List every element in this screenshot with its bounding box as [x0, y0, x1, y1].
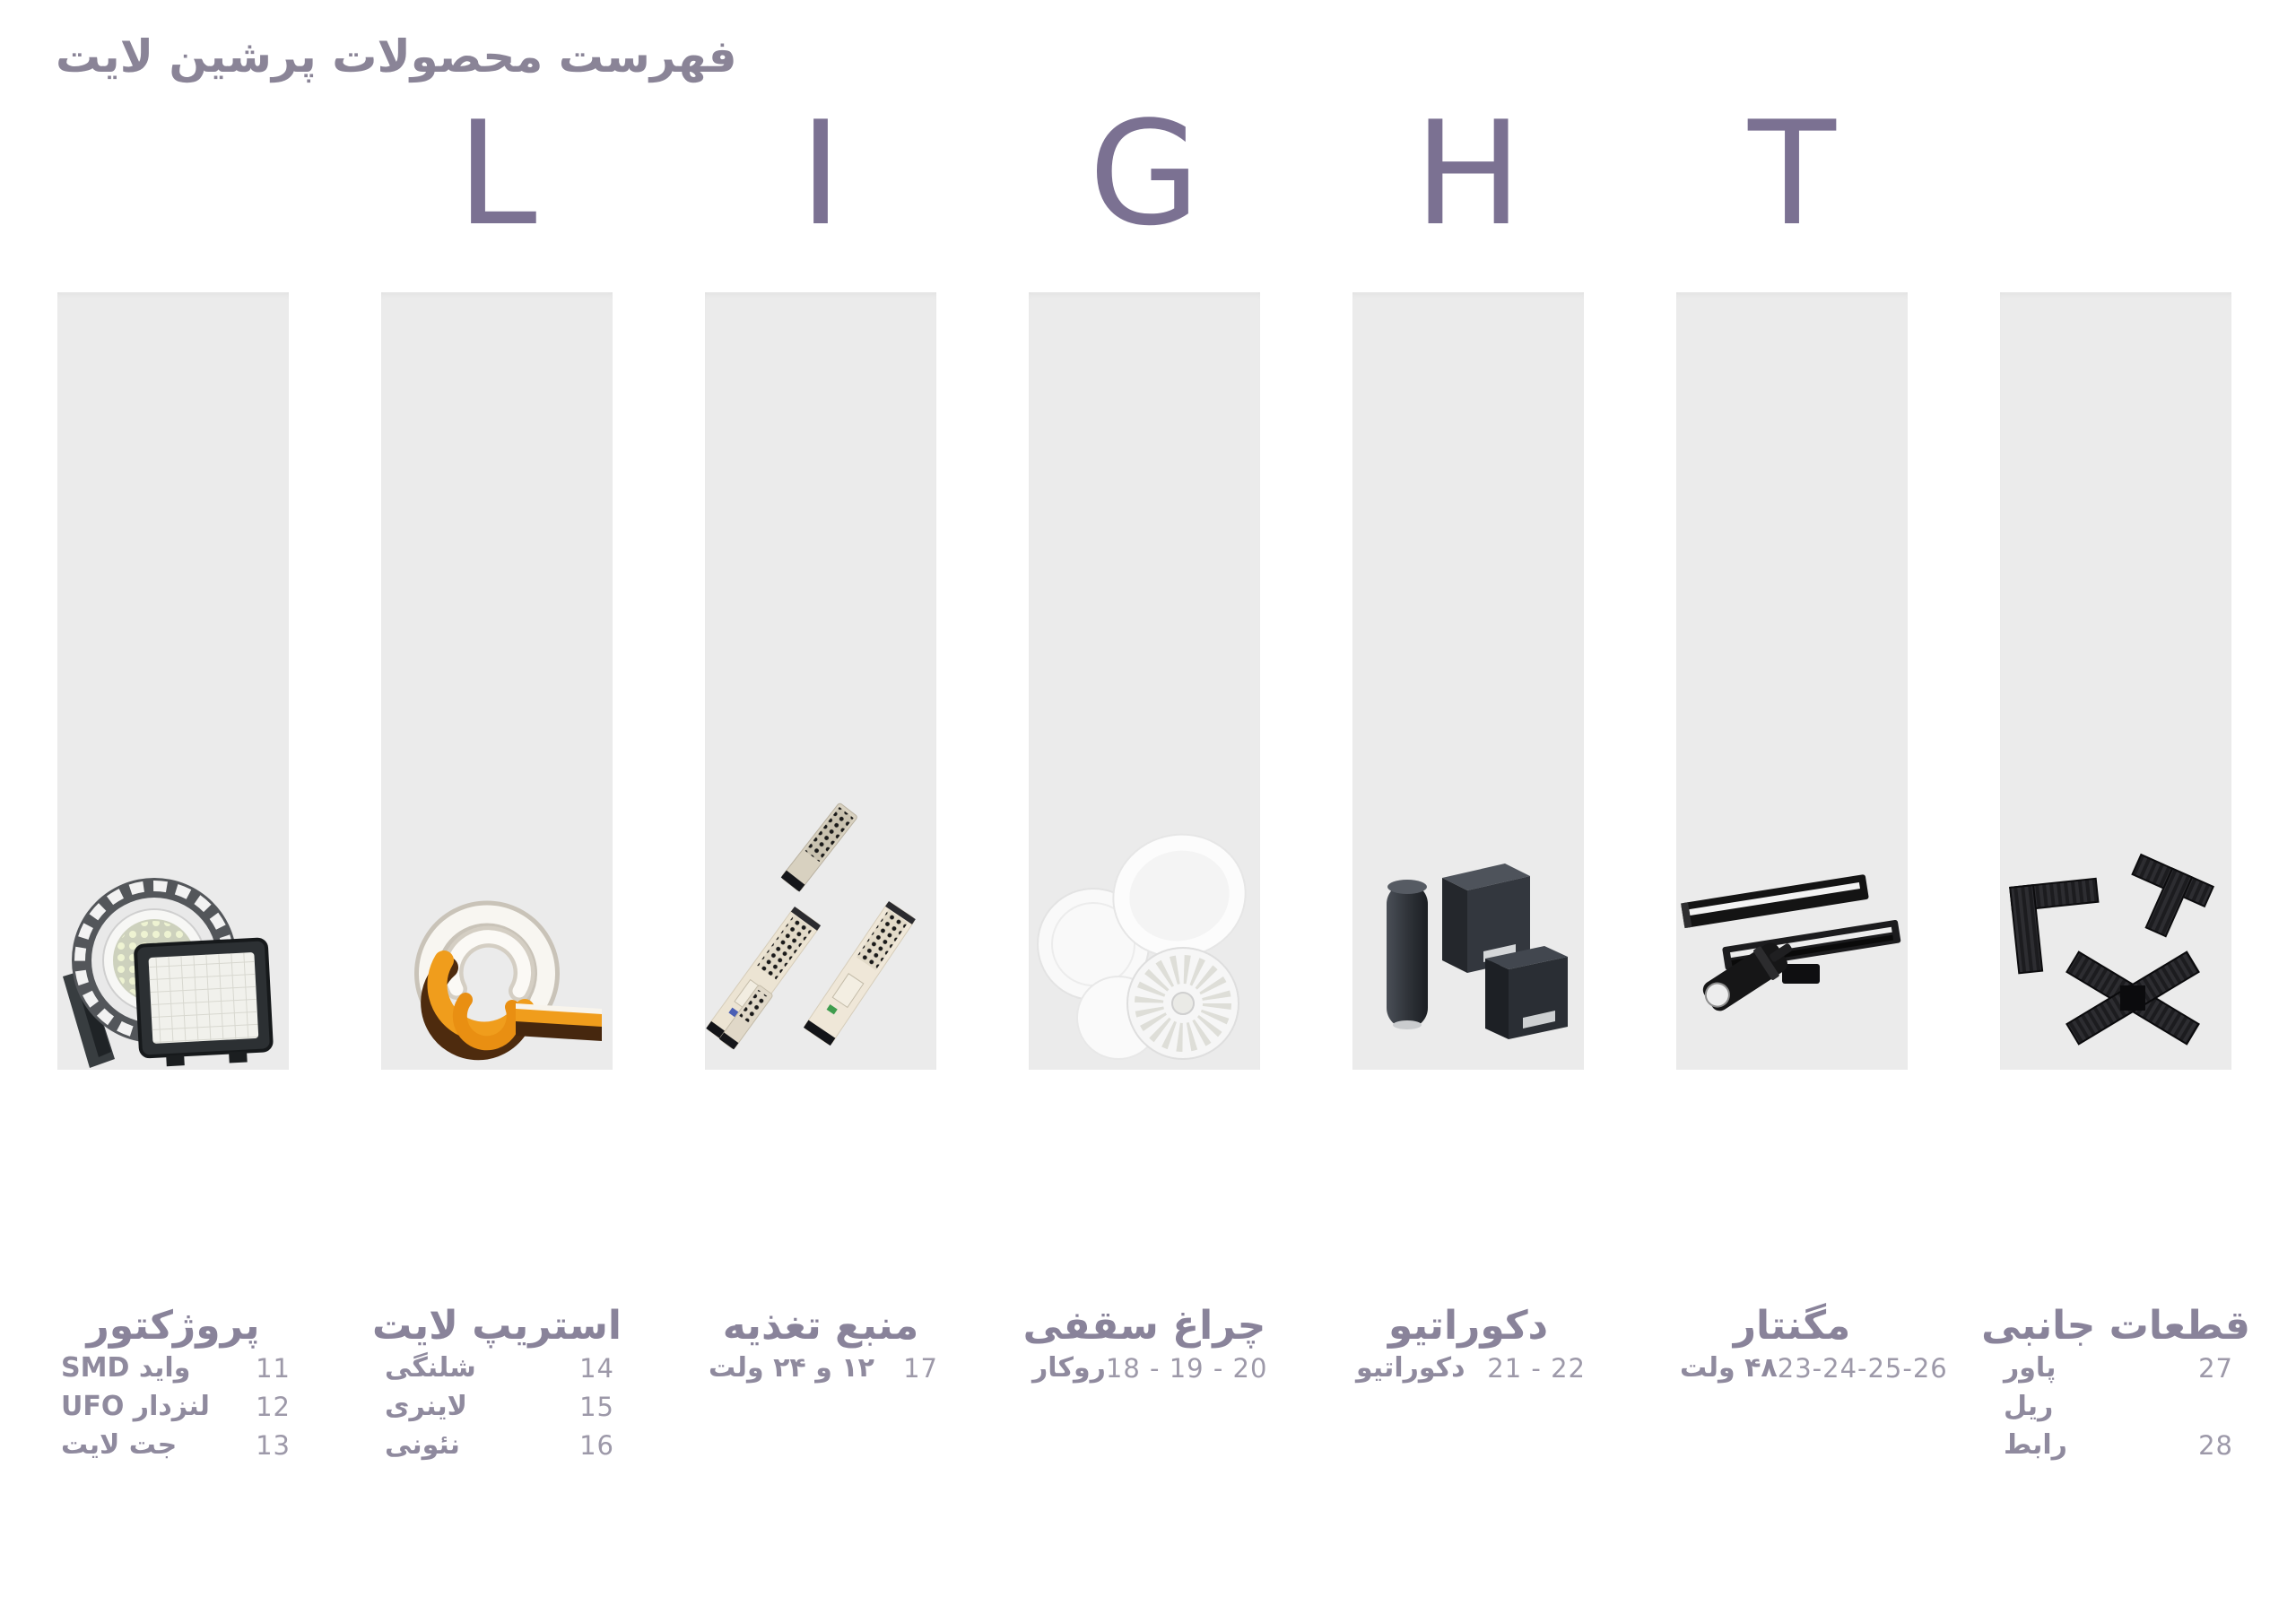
category-column-power-supply [705, 0, 936, 1623]
item-page-number: 11 [256, 1352, 291, 1384]
item-page-number: 18 - 19 - 20 [1105, 1352, 1268, 1384]
toc-row [369, 1387, 625, 1426]
toc-rows [45, 1349, 301, 1464]
category-title: استریپ لایت [372, 1302, 622, 1349]
item-page-number: 21 - 22 [1487, 1352, 1586, 1384]
toc-rows [692, 1349, 949, 1387]
category-column-ceiling-light [1022, 0, 1268, 1623]
psu-unit-right-icon [804, 901, 916, 1046]
item-page-number: 15 [579, 1391, 614, 1422]
category-column-projector [57, 0, 289, 1623]
category-column-accessories [1981, 0, 2250, 1623]
item-label: رابط [2004, 1429, 2067, 1461]
item-page-number: 13 [256, 1429, 291, 1461]
toc-row [45, 1426, 301, 1464]
item-label: دکوراتیو [1356, 1352, 1465, 1384]
toc-rows [1987, 1349, 2244, 1464]
item-label: جت لایت [61, 1429, 178, 1461]
item-label: ۱۲ و ۲۴ ولت [709, 1352, 874, 1384]
wordmark-letter-i: I [799, 90, 842, 257]
floodlight-icon [135, 939, 273, 1067]
toc-row [1664, 1349, 1948, 1387]
toc-rows [1340, 1349, 1596, 1387]
toc-row [1987, 1349, 2244, 1387]
category-title: دکوراتیو [1387, 1302, 1549, 1349]
toc-row [1340, 1349, 1596, 1387]
toc-row [369, 1349, 625, 1387]
item-page-number: 23-24-25-26 [1777, 1352, 1948, 1384]
psu-driver-small-icon [781, 803, 858, 892]
page-title: فهرست محصولات پرشین لایت [56, 30, 737, 82]
toc-row [369, 1426, 625, 1464]
ceiling-light-turbine-icon [1127, 948, 1239, 1059]
product-image-power-supply [705, 801, 936, 1070]
category-title: مگنتار [1733, 1302, 1851, 1349]
item-label: لنزدار UFO [61, 1391, 210, 1422]
toc-row [45, 1349, 301, 1387]
track-bar-upper-icon [1681, 874, 1869, 928]
item-label: نئونی [385, 1429, 460, 1461]
psu-unit-left-icon [706, 907, 821, 1047]
product-image-magnetic-track [1676, 801, 1908, 1070]
profile-corner-right-icon [2115, 855, 2213, 946]
item-page-number: 16 [579, 1429, 614, 1461]
category-title: منبع تغذیه [722, 1302, 919, 1349]
item-label: ۴۸ ولت [1680, 1352, 1778, 1384]
item-label: لاینری [385, 1391, 468, 1422]
category-title: چراغ سقفی [1022, 1302, 1266, 1349]
item-label: واید SMD [61, 1352, 191, 1384]
item-label: پاور [2004, 1352, 2057, 1384]
item-label: روکار [1032, 1352, 1106, 1384]
toc-row [45, 1387, 301, 1426]
item-page-number: 28 [2198, 1429, 2233, 1461]
toc-rows [369, 1349, 625, 1464]
item-page-number: 12 [256, 1391, 291, 1422]
toc-row [1987, 1387, 2244, 1426]
category-title: قطعات جانبی [1981, 1302, 2250, 1349]
toc-rows [1016, 1349, 1273, 1387]
category-title: پروژکتور [86, 1302, 260, 1349]
wordmark-letter-g: G [1089, 90, 1200, 257]
wordmark-letter-h: H [1413, 90, 1523, 257]
profile-cross-icon [2066, 952, 2198, 1045]
item-page-number: 27 [2198, 1352, 2233, 1384]
wall-light-cylinder-icon [1387, 880, 1428, 1029]
category-column-magnetic-track [1676, 0, 1948, 1623]
wall-light-box-bottom-icon [1485, 946, 1568, 1039]
wordmark-letter-l: L [457, 90, 537, 257]
product-image-ceiling-light [1029, 801, 1260, 1070]
category-column-strip-light [372, 0, 622, 1623]
toc-rows [1664, 1349, 1948, 1387]
item-label: شلنگی [385, 1352, 476, 1384]
toc-row [1016, 1349, 1273, 1387]
category-column-decorative [1352, 0, 1584, 1623]
strip-tail-icon [516, 1003, 602, 1041]
product-image-projector [57, 801, 289, 1070]
product-image-accessories [2000, 801, 2231, 1070]
item-label: ریل [2004, 1391, 2054, 1422]
product-image-decorative [1352, 801, 1584, 1070]
wordmark-letter-t: T [1748, 90, 1836, 257]
track-connector-icon [1782, 964, 1820, 984]
item-page-number: 17 [903, 1352, 938, 1384]
toc-row [692, 1349, 949, 1387]
product-image-strip-light [381, 801, 613, 1070]
item-page-number: 14 [579, 1352, 614, 1384]
toc-row [1987, 1426, 2244, 1464]
